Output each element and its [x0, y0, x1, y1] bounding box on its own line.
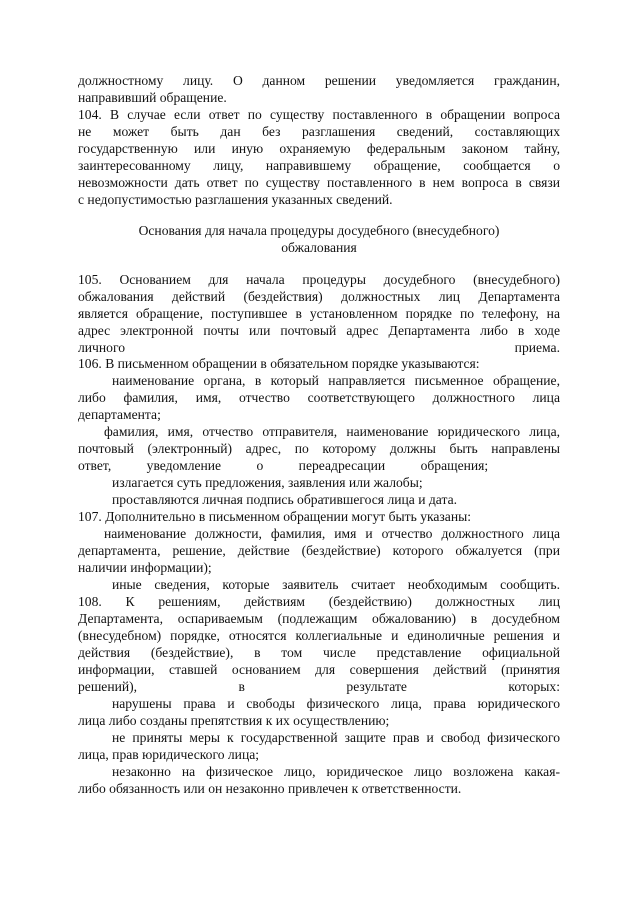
text-line: направивший обращение. [78, 90, 227, 105]
paragraph-104-line: невозможности дать ответ по существу поставленного в нем вопроса в связи [78, 175, 560, 190]
paragraph-105-line: 105. Основанием для начала процедуры досудебного (внесудебного) [78, 272, 560, 287]
paragraph-107-line: 107. Дополнительно в письменном обращении могут быть указаны: [78, 509, 472, 524]
paragraph-107-line: департамента, решение, действие (бездействие) которого обжалуется (при [78, 543, 560, 558]
paragraph-106-line: ответ, уведомление о переадресации обращения; [78, 458, 489, 473]
paragraph-108-line: решений), в результате которых: [78, 679, 560, 694]
paragraph-106-line: департамента; [78, 407, 161, 422]
section-heading: Основания для начала процедуры досудебного (внесудебного) [138, 223, 500, 238]
paragraph-106-line: либо фамилия, имя, отчество соответствующего должностного лица [78, 390, 560, 405]
paragraph-107-line: иные сведения, которые заявитель считает необходимым сообщить. [112, 577, 560, 592]
section-heading: обжалования [281, 240, 357, 255]
paragraph-106-line: почтовый (электронный) адрес, по которому должны быть направлены [78, 441, 560, 456]
paragraph-108-line: незаконно на физическое лицо, юридическое лицо возложена какая- [112, 764, 560, 779]
paragraph-108-line: 108. К решениям, действиям (бездействию) должностных лиц [78, 594, 560, 609]
paragraph-108-line: информации, ставшей основанием для совершения действий (принятия [78, 662, 560, 677]
text-line: должностному лицу. О данном решении уведомляется гражданин, [78, 73, 560, 88]
paragraph-108-line: лица либо созданы препятствия к их осуществлению; [78, 713, 390, 728]
paragraph-106-line: проставляются личная подпись обратившегося лица и дата. [112, 492, 458, 507]
paragraph-104-line: государственную или иную охраняемую федеральным законом тайну, [78, 141, 560, 156]
paragraph-105-line: обжалования действий (бездействия) должностных лиц Департамента [78, 289, 560, 304]
paragraph-107-line: наименование должности, фамилия, имя и отчество должностного лица [104, 526, 560, 541]
paragraph-106-line: наименование органа, в который направляется письменное обращение, [112, 373, 560, 388]
paragraph-108-line: лица, прав юридического лица; [78, 747, 260, 762]
paragraph-104-line: не может быть дан без разглашения сведений, составляющих [78, 124, 560, 139]
paragraph-105-line: адрес электронной почты или почтовый адрес Департамента либо в ходе [78, 323, 560, 338]
paragraph-107-line: наличии информации); [78, 560, 212, 575]
paragraph-108-line: либо обязанность или он незаконно привлечен к ответственности. [78, 781, 462, 796]
paragraph-108-line: Департамента, оспариваемым (подлежащим обжалованию) в досудебном [78, 611, 560, 626]
paragraph-105-line: является обращение, поступившее в установленном порядке по телефону, на [78, 306, 560, 321]
paragraph-106-line: фамилия, имя, отчество отправителя, наименование юридического лица, [104, 424, 560, 439]
paragraph-106-line: излагается суть предложения, заявления или жалобы; [112, 475, 423, 490]
paragraph-108-line: (внесудебном) порядке, относятся коллегиальные и единоличные решения и [78, 628, 560, 643]
paragraph-104-line: 104. В случае если ответ по существу поставленного в обращении вопроса [78, 107, 560, 122]
paragraph-106-line: 106. В письменном обращении в обязательном порядке указываются: [78, 356, 480, 371]
paragraph-108-line: не приняты меры к государственной защите прав и свобод физического [112, 730, 560, 745]
paragraph-108-line: нарушены права и свободы физического лица, права юридического [112, 696, 560, 711]
paragraph-105-line: личного приема. [78, 340, 560, 355]
paragraph-104-line: заинтересованному лицу, направившему обращение, сообщается о [78, 158, 560, 173]
paragraph-108-line: действия (бездействие), в том числе представление официальной [78, 645, 560, 660]
paragraph-104-line: с недопустимостью разглашения указанных сведений. [78, 192, 393, 207]
